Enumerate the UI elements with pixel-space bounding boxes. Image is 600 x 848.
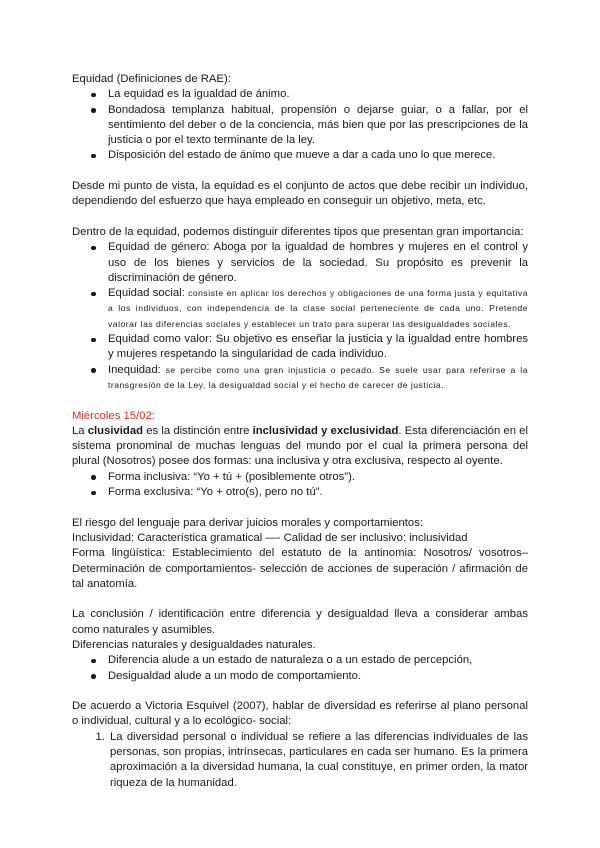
riesgo-line: El riesgo del lenguaje para derivar juicios morales y comportamientos:	[72, 516, 423, 529]
punto-de-vista-paragraph: Desde mi punto de vista, la equidad es el conjunto de actos que debe recibir un individuo, dependiendo del esfuerzo que haya empleado en conseguir un objetivo, meta, etc.	[72, 180, 528, 208]
diferencias-title: Diferencias naturales y desigualdades naturales.	[72, 638, 316, 651]
text-run: . Esta diferenciación en el sistema pronominal de muchas lenguas del mundo por el cual la primera persona del plural (Nosotros) posee dos formas: una inclusiva y otra exclusiva, respecto al oyente.	[72, 424, 528, 468]
list-item-genero: Equidad de género: Aboga por la igualdad de hombres y mujeres en el control y uso de los bienes y servicios de la sociedad. Su propósito es prevenir la discriminación de género.	[108, 240, 528, 286]
equidad-title: Equidad (Definiciones de RAE):	[72, 73, 231, 85]
list-item-inequidad	[108, 363, 528, 394]
list-item: Forma inclusiva: “Yo + tú + (posiblemente otros”).	[108, 470, 528, 485]
diversidad-list	[72, 730, 528, 791]
bold-term: inclusividad y exclusividad	[252, 424, 399, 437]
list-item: Forma exclusiva: “Yo + otro(s), pero no tú”.	[108, 485, 528, 500]
tipos-equidad-list	[72, 240, 528, 393]
date-heading: Miércoles 15/02:	[72, 409, 155, 422]
inequidad-label: Inequidad:	[108, 363, 166, 376]
rae-definitions-list	[72, 87, 528, 163]
list-item: 1. La diversidad personal o individual se refiere a las diferencias individuales de las personas, son propias, intrínsecas, particulares en cada ser humano. Es la primera aproximación a la diversidad humana, la cual constituye, en primer orden, la mator riqueza de la humanidad.	[108, 730, 528, 791]
inclusividad-line: Inclusividad: Característica gramatical —- Calidad de ser inclusivo: inclusividad	[72, 531, 468, 544]
formas-list	[72, 470, 528, 501]
text-run: La	[72, 424, 88, 437]
social-text: consiste en aplicar los derechos y obligaciones de una forma justa y equitativa a los individuos, con independencia de la clase social perteneciente de cada uno. Pretende valorar las diferencias sociales y establecer un trato para superar las desigualdades sociales.	[108, 288, 528, 329]
conclusion-paragraph: La conclusión / identificación entre diferencia y desigualdad lleva a considerar ambas como naturales y asumibles.	[72, 608, 528, 636]
list-item: Disposición del estado de ánimo que mueve a dar a cada uno lo que merece.	[108, 148, 528, 163]
inequidad-text: se percibe como una gran injusticia o pecado. Se suele usar para referirse a la transgresión de la Ley, la desigualdad social y el hecho de carecer de justicia.	[108, 364, 528, 390]
list-item: Desigualdad alude a un modo de comportamiento.	[108, 669, 528, 684]
diferencias-list	[72, 653, 528, 684]
social-label: Equidad social:	[108, 287, 189, 300]
list-item-valor: Equidad como valor: Su objetivo es enseñar la justicia y la igualdad entre hombres y mujeres respetando la singularidad de cada individuo.	[108, 332, 528, 363]
text-run: es la distinción entre	[143, 424, 253, 437]
esquivel-paragraph: De acuerdo a Victoria Esquivel (2007), hablar de diversidad es referirse al plano personal o individual, cultural y a lo ecológico- social:	[72, 700, 528, 728]
clusividad-paragraph	[72, 424, 528, 470]
list-item: Diferencia alude a un estado de naturaleza o a un estado de percepción,	[108, 653, 528, 668]
document-page	[72, 72, 528, 791]
list-item: La equidad es la igualdad de ánimo.	[108, 87, 528, 102]
forma-linguistica-paragraph: Forma lingüística: Establecimiento del estatuto de la antinomia: Nosotros/ vosotros– Determinación de comportamientos- selección de acciones de superación / afirmación de tal anatomía.	[72, 547, 528, 590]
list-item-social	[108, 286, 528, 332]
bold-term: clusividad	[87, 424, 144, 437]
list-item: Bondadosa templanza habitual, propensión o dejarse guiar, o a fallar, por el sentimiento del deber o de la conciencia, más bien que por las prescripciones de la justicia o por el texto terminante de la ley.	[108, 103, 528, 149]
tipos-intro: Dentro de la equidad, podemos distinguir diferentes tipos que presentan gran importancia:	[72, 225, 524, 238]
